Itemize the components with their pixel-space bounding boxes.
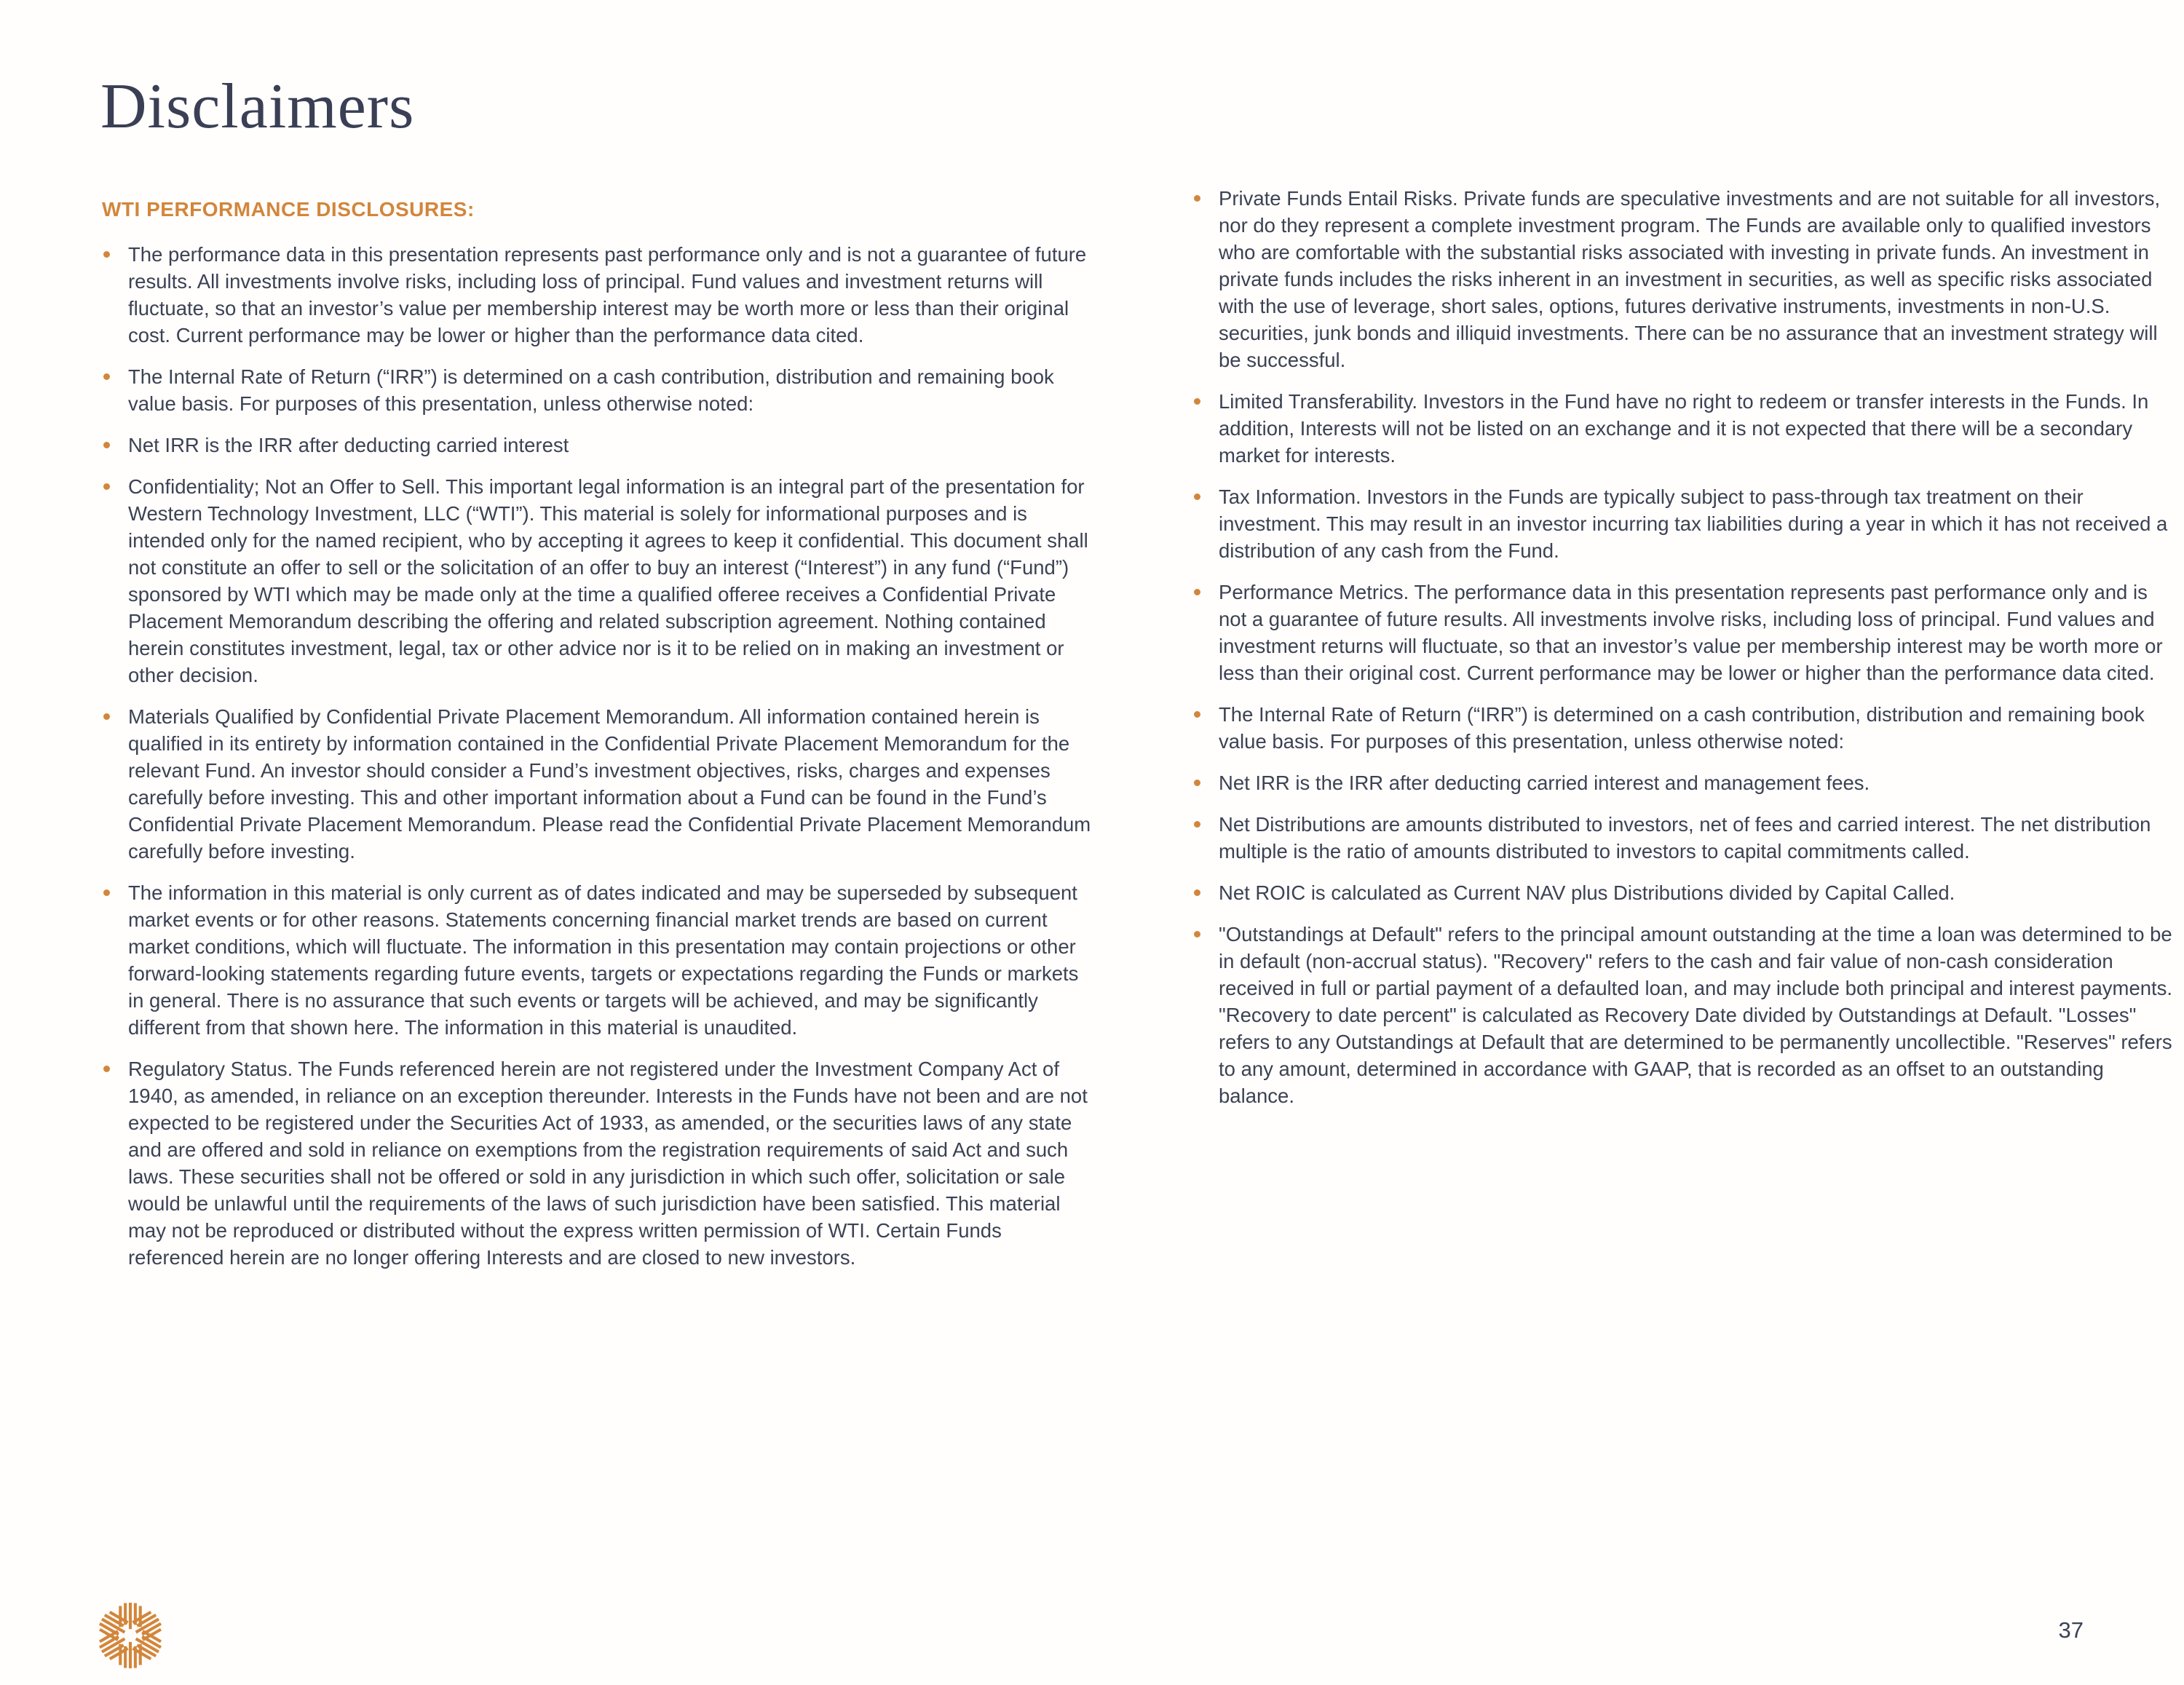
bullet-text: Performance Metrics. The performance data in this presentation represents past performance only and is not a guarantee of future results. All investments involve risks, including loss of principal. Fund values and investment returns will fluctuate, so that an investor’s value per membership interest may be worth more or less than their original cost. Current performance may be lower or higher than the performance data cited. [1219, 581, 2163, 684]
bullet-icon [1194, 589, 1200, 595]
bullet-text: Regulatory Status. The Funds referenced herein are not registered under the Investment Company Act of 1940, as amended, in reliance on an exception thereunder. Interests in the Funds have not been and are not expected to be registered under the Securities Act of 1933, as amended, or the securities laws of any state and are offered and sold in reliance on exemptions from the registration requirements of said Act and such laws. These securities shall not be offered or sold in any jurisdiction in which such offer, solicitation or sale would be unlawful until the requirements of the laws of such jurisdiction have been satisfied. This material may not be reproduced or distributed without the express written permission of WTI. Certain Funds referenced herein are no longer offering Interests and are closed to new investors. [128, 1058, 1088, 1269]
section-heading: WTI PERFORMANCE DISCLOSURES: [102, 198, 475, 221]
bullet-text: The Internal Rate of Return (“IRR”) is determined on a cash contribution, distribution and remaining book value basis. For purposes of this presentation, unless otherwise noted: [1219, 703, 2145, 753]
list-item [1192, 483, 2177, 564]
list-item [1192, 811, 2177, 865]
bullet-text: Private Funds Entail Risks. Private funds are speculative investments and are not suitable for all investors, nor do they represent a complete investment program. The Funds are available only to qualified investors who are comfortable with the substantial risks associated with investing in private funds. An investment in private funds includes the risks inherent in an investment in securities, as well as specific risks associated with the use of leverage, short sales, options, futures derivative instruments, investments in non-U.S. securities, junk bonds and illiquid investments. There can be no assurance that an investment strategy will be successful. [1219, 187, 2161, 371]
list-item [1192, 388, 2177, 469]
list-item [102, 1055, 1098, 1271]
bullet-icon [1194, 780, 1200, 786]
list-item [1192, 185, 2177, 373]
list-item [1192, 769, 2177, 796]
page-number: 37 [2058, 1617, 2084, 1643]
bullet-icon [1194, 398, 1200, 405]
bullet-icon [103, 373, 110, 380]
list-item [102, 703, 1098, 865]
bullet-icon [1194, 711, 1200, 718]
list-item [102, 241, 1098, 349]
left-bullet-list [102, 241, 1098, 1271]
bullet-icon [103, 889, 110, 896]
list-item [1192, 921, 2177, 1109]
bullet-text: Materials Qualified by Confidential Private Placement Memorandum. All information contained herein is qualified in its entirety by information contained in the Confidential Private Placement Memorandum for the relevant Fund. An investor should consider a Fund’s investment objectives, risks, charges and expenses carefully before investing. This and other important information about a Fund can be found in the Fund’s Confidential Private Placement Memorandum. Please read the Confidential Private Placement Memorandum carefully before investing. [128, 705, 1091, 863]
bullet-text: Net ROIC is calculated as Current NAV plus Distributions divided by Capital Called. [1219, 881, 1955, 904]
bullet-text: Net IRR is the IRR after deducting carried interest and management fees. [1219, 772, 1870, 794]
company-logo-icon [95, 1600, 166, 1671]
list-item [1192, 701, 2177, 755]
left-column [102, 198, 1098, 1271]
bullet-text: Net Distributions are amounts distributed to investors, net of fees and carried interest. The net distribution multiple is the ratio of amounts distributed to investors to capital commitments called. [1219, 813, 2151, 863]
list-item [102, 432, 1098, 459]
list-item [1192, 879, 2177, 906]
bullet-icon [1194, 821, 1200, 828]
bullet-icon [103, 1066, 110, 1072]
bullet-icon [103, 483, 110, 490]
bullet-icon [103, 713, 110, 720]
bullet-text: Confidentiality; Not an Offer to Sell. This important legal information is an integral part of the presentation for Western Technology Investment, LLC (“WTI”). This material is solely for informational purposes and is intended only for the named recipient, who by accepting it agrees to keep it confidential. This document shall not constitute an offer to sell or the solicitation of an offer to buy an interest (“Interest”) in any fund (“Fund”) sponsored by WTI which may be made only at the time a qualified offeree receives a Confidential Private Placement Memorandum describing the offering and related subscription agreement. Nothing contained herein constitutes investment, legal, tax or other advice nor is it to be relied on in making an investment or other decision. [128, 475, 1088, 686]
bullet-icon [1194, 889, 1200, 896]
bullet-text: The information in this material is only current as of dates indicated and may be superseded by subsequent market events or for other reasons. Statements concerning financial market trends are based on current market conditions, which will fluctuate. The information in this presentation may contain projections or other forward-looking statements regarding future events, targets or expectations regarding the Funds or markets in general. There is no assurance that such events or targets will be achieved, and may be significantly different from that shown here. The information in this material is unaudited. [128, 881, 1079, 1039]
bullet-text: Tax Information. Investors in the Funds are typically subject to pass-through tax treatment on their investment. This may result in an investor incurring tax liabilities during a year in which it has not received a distribution of any cash from the Fund. [1219, 485, 2168, 562]
list-item [102, 473, 1098, 689]
bullet-text: Net IRR is the IRR after deducting carried interest [128, 434, 569, 456]
bullet-icon [103, 442, 110, 448]
bullet-text: The performance data in this presentation represents past performance only and is not a guarantee of future results. All investments involve risks, including loss of principal. Fund values and investment returns will fluctuate, so that an investor’s value per membership interest may be worth more or less than their original cost. Current performance may be lower or higher than the performance data cited. [128, 243, 1087, 346]
list-item [1192, 579, 2177, 686]
bullet-icon [1194, 195, 1200, 202]
bullet-icon [103, 251, 110, 258]
right-bullet-list [1192, 185, 2177, 1109]
list-item [102, 879, 1098, 1041]
bullet-icon [1194, 493, 1200, 500]
page-title: Disclaimers [100, 71, 415, 142]
bullet-icon [1194, 931, 1200, 937]
right-column [1192, 185, 2177, 1109]
list-item [102, 363, 1098, 417]
bullet-text: Limited Transferability. Investors in the Fund have no right to redeem or transfer interests in the Funds. In addition, Interests will not be listed on an exchange and it is not expected that there will be a secondary market for interests. [1219, 390, 2149, 467]
bullet-text: "Outstandings at Default" refers to the principal amount outstanding at the time a loan was determined to be in default (non-accrual status). "Recovery" refers to the cash and fair value of non-cash consideration received in full or partial payment of a defaulted loan, and may include both principal and interest payments. "Recovery to date percent" is calculated as Recovery Date divided by Outstandings at Default. "Losses" refers to any Outstandings at Default that are determined to be permanently uncollectible. "Reserves" refers to any amount, determined in accordance with GAAP, that is recorded as an offset to an outstanding balance. [1219, 923, 2173, 1107]
bullet-text: The Internal Rate of Return (“IRR”) is determined on a cash contribution, distribution and remaining book value basis. For purposes of this presentation, unless otherwise noted: [128, 365, 1054, 415]
